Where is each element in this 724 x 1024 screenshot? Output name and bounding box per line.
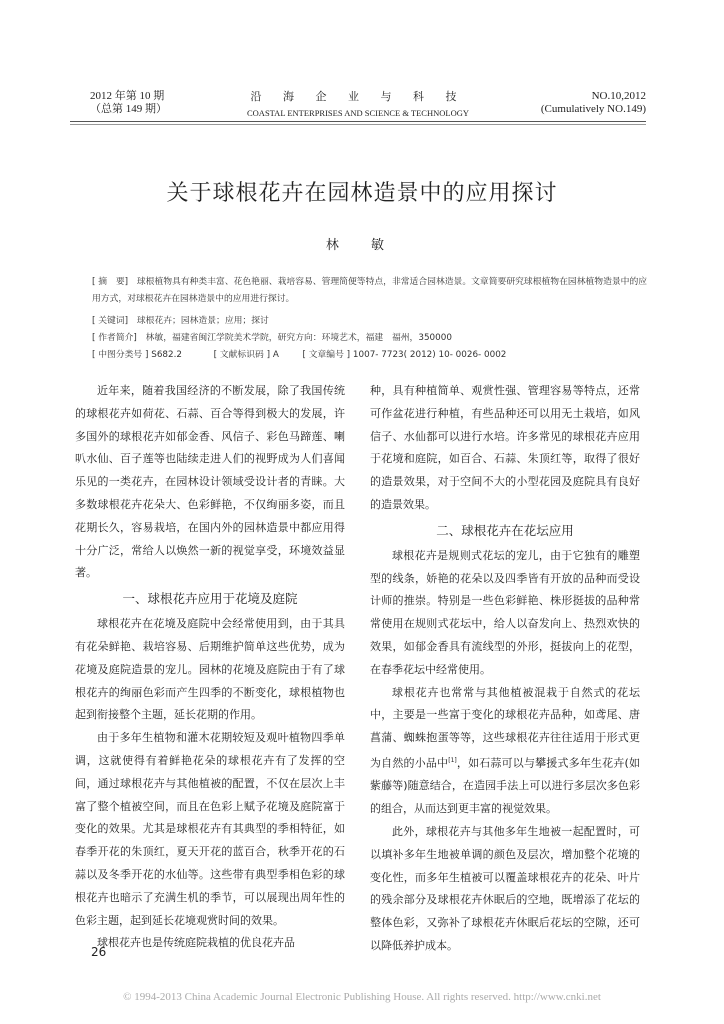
keywords: [ 关键词] 球根花卉；园林造景；应用；探讨 xyxy=(92,316,269,326)
paragraph: 球根花卉也是传统庭院栽植的优良花卉品 xyxy=(97,936,295,950)
doc-code: [ 文献标识码 ] A xyxy=(213,350,279,360)
paragraph: 由于多年生植物和灌木花期较短及观叶植物四季单调，这就使得有着鲜艳花朵的球根花卉有了发挥的空间，通过球根花卉与其他植被的配置，不仅在层次上丰富了整个植被空间，而且在色彩上赋予花境及庭院富于变化的效果。尤其是球根花卉有其典型的季相特征，如春季开花的朱顶红，夏天开花的蓝百合，秋季开花的石蒜以及冬季开花的水仙等。这些带有典型季相色彩的球根花卉也暗示了充满生机的季节，可以展现出周年性的色彩主题，起到延长花境观赏时间的效果。 xyxy=(75,731,345,927)
body-column-right xyxy=(370,380,640,958)
paragraph: 近年来，随着我国经济的不断发展，除了我国传统的球根花卉如荷花、石蒜、百合等得到极大的发展，许多国外的球根花卉如郁金香、风信子、彩色马蹄莲、喇叭水仙、百子莲等也陆续走进人们的视野成为人们喜闻乐见的一类花卉，在园林设计领域受设计者的青睐。大多数球根花卉花朵大、色彩鲜艳，不仅绚丽多姿，而且花期长久，容易栽培，在国内外的园林造景中都应用得十分广泛，常给人以焕然一新的视觉享受，环境效益显著。 xyxy=(75,384,345,580)
copyright-footer: © 1994-2013 China Academic Journal Electronic Publishing House. All rights reserved. http://www.cnki.net xyxy=(123,991,601,1003)
section-heading-1: 一、球根花卉应用于花境及庭院 xyxy=(122,591,298,607)
total-issue-cn: （总第 149 期） xyxy=(90,103,167,115)
body-column-left xyxy=(75,380,345,955)
paragraph: 种，具有种植简单、观赏性强、管理容易等特点，还常可作盆花进行种植，有些品种还可以用无土栽培，如风信子、水仙都可以进行水培。许多常见的球根花卉应用于花境和庭院，如百合、石蒜、朱顶红等，取得了很好的造景效果，对于空间不大的小型花园及庭院具有良好的造景效果。 xyxy=(370,384,640,511)
total-issue-en: (Cumulatively NO.149) xyxy=(540,103,646,115)
article-title: 关于球根花卉在园林造景中的应用探讨 xyxy=(166,181,558,206)
journal-name-en: COASTAL ENTERPRISES AND SCIENCE & TECHNOLOGY xyxy=(247,108,469,118)
paragraph-text: ，如石蒜可以与攀援式多年生花卉(如紫藤等)随意结合，在造园手法上可以进行多层次多色彩的组合，从而达到更丰富的视觉效果。 xyxy=(370,756,641,816)
clc-number: [ 中图分类号 ] S682.2 xyxy=(92,350,183,360)
classification-line xyxy=(72,347,652,364)
article-author: 林 敏 xyxy=(325,238,399,253)
header-rule xyxy=(70,121,646,122)
journal-header xyxy=(70,90,646,122)
paragraph: 此外，球根花卉与其他多年生地被一起配置时，可以填补多年生地被单调的颜色及层次，增加整个花境的变化性，而多年生植被可以覆盖球根花卉的花朵、叶片的残余部分及球根花卉休眠后的空地，既增添了花坛的整体色彩，又弥补了球根花卉休眠后花坛的空隙，还可以降低养护成本。 xyxy=(370,825,640,952)
paragraph: 球根花卉是规则式花坛的宠儿，由于它独有的雕塑型的线条，娇艳的花朵以及四季皆有开放的品种而受设计师的推崇。特别是一些色彩鲜艳、株形挺拔的品种常常使用在规则式花坛中，给人以奋发向上、热烈欢快的效果，如郁金香具有流线型的外形，挺拔向上的花型，在春季花坛中经常使用。 xyxy=(370,548,640,676)
issue-en: NO.10,2012 xyxy=(591,90,646,102)
journal-name-cn: 沿 海 企 业 与 科 技 xyxy=(250,90,466,103)
paragraph xyxy=(370,682,640,821)
issue-cn: 2012 年第 10 期 xyxy=(90,90,165,102)
citation-ref[interactable]: [1] xyxy=(448,756,457,764)
header-rule-thin xyxy=(70,124,646,125)
abstract-text: [ 摘 要] 球根植物具有种类丰富、花色艳丽、栽培容易、管理简便等特点，非常适合园林造景。文章简要研究球根植物在园林植物造景中的应用方式，对球根花卉在园林造景中的应用进行探讨。 xyxy=(92,277,648,304)
section-heading-2: 二、球根花卉在花坛应用 xyxy=(436,522,574,538)
paragraph-text: 球根花卉也常常与其他植被混栽于自然式的花坛中，主要是一些富于变化的球根花卉品种，如鸢尾、唐菖蒲、蜘蛛抱蛋等等，这些球根花卉往往适用于形式更为自然的小品中 xyxy=(370,685,640,770)
article-meta xyxy=(72,313,652,364)
page-number: 26 xyxy=(91,945,107,959)
author-info: [ 作者简介] 林敏，福建省闽江学院美术学院，研究方向：环境艺术，福建 福州，350000 xyxy=(92,333,452,343)
abstract xyxy=(72,274,652,308)
paragraph: 球根花卉在花境及庭院中会经常使用到，由于其具有花朵鲜艳、栽培容易、后期维护简单这些优势，成为花境及庭院造景的宠儿。园林的花境及庭院由于有了球根花卉的绚丽色彩而产生四季的不断变化，球根植物也起到衔接整个主题，延长花期的作用。 xyxy=(75,617,345,722)
article-number: [ 文章编号 ] 1007- 7723( 2012) 10- 0026- 0002 xyxy=(302,350,507,360)
header-right xyxy=(541,90,646,116)
